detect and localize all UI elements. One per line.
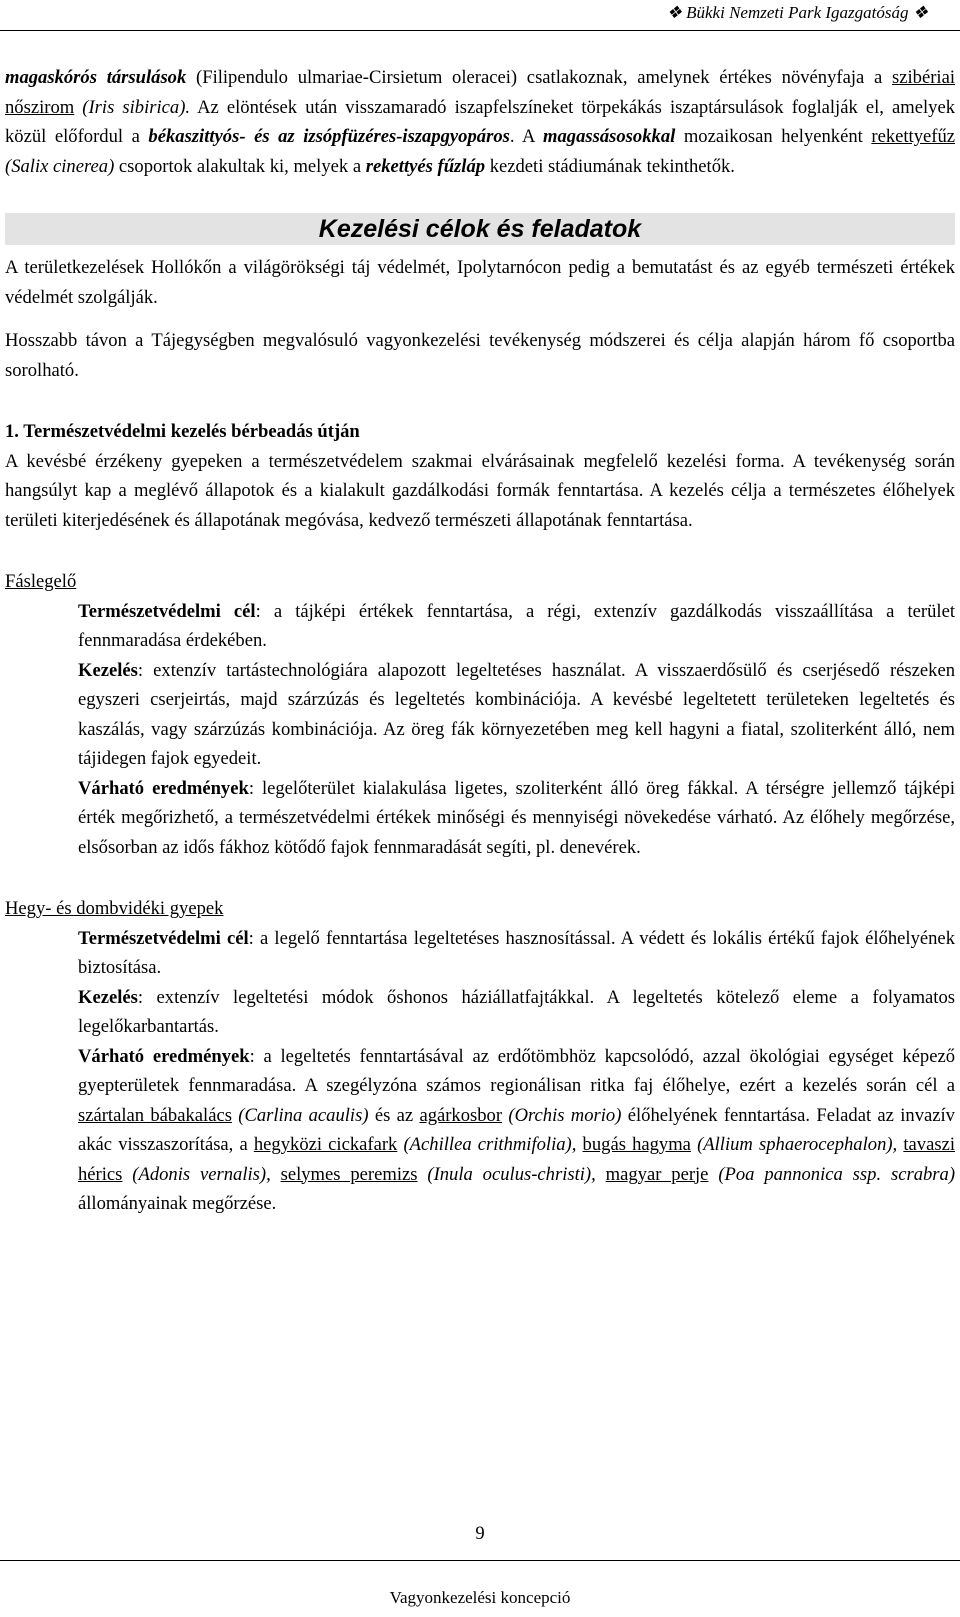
text: : a legelő fenntartása legeltetéses hasznosítással. A védett és lokális értékű fajok élőhelyének biztosítása. bbox=[78, 927, 955, 978]
text: . A bbox=[509, 126, 544, 147]
term: békaszittyós- és az izsópfüzéres-iszapgyopáros bbox=[148, 126, 510, 147]
management-paragraph bbox=[78, 983, 955, 1042]
intro-paragraph bbox=[5, 63, 955, 181]
text: : a tájképi értékek fenntartása, a régi, extenzív gazdálkodás visszaállítása a terület fennmaradása érdekében. bbox=[78, 600, 955, 651]
label: Várható eredmények bbox=[78, 777, 249, 799]
subsection-title: Fáslegelő bbox=[5, 571, 77, 592]
species-link: hegyközi cickafark bbox=[253, 1134, 398, 1155]
term: magaskórós társulások bbox=[5, 67, 187, 88]
paragraph: Hosszabb távon a Tájegységben megvalósuló vagyonkezelési tevékenység módszerei és célja alapján három fő csoportba sorolható. bbox=[5, 330, 955, 381]
text: (Filipendulo ulmariae-Cirsietum oleracei) csatlakoznak, amelynek értékes növényfaja a bbox=[186, 67, 893, 88]
species-link: tavaszi hérics bbox=[78, 1134, 955, 1185]
results-paragraph bbox=[78, 1042, 955, 1219]
goal-paragraph bbox=[78, 924, 955, 983]
page-header bbox=[0, 0, 960, 31]
subsection-body bbox=[5, 597, 955, 863]
latin-name: (Carlina acaulis) bbox=[238, 1104, 369, 1126]
text: és az bbox=[368, 1104, 420, 1126]
latin-name: (Allium sphaerocephalon), bbox=[697, 1134, 898, 1155]
species-link: szibériai nőszirom bbox=[5, 67, 955, 118]
latin-name: (Poa pannonica ssp. scrabra) bbox=[718, 1163, 956, 1185]
species-link: rekettyefűz bbox=[871, 126, 955, 147]
term: magassásosokkal bbox=[543, 126, 676, 147]
text bbox=[418, 1164, 428, 1185]
goal-paragraph bbox=[78, 597, 955, 656]
latin-name: (Achillea crithmifolia), bbox=[403, 1134, 577, 1155]
text: Az elöntések után visszamaradó iszapfelszíneket törpekákás iszaptársulások foglalják el, amelyek közül előfordul a bbox=[5, 96, 955, 147]
species-link: szártalan bábakalács bbox=[78, 1104, 232, 1126]
species-link: selymes peremizs bbox=[280, 1163, 418, 1185]
text bbox=[122, 1164, 132, 1185]
subsection-title: Hegy- és dombvidéki gyepek bbox=[5, 898, 224, 919]
text: mozaikosan helyenként bbox=[675, 126, 872, 147]
page-number: 9 bbox=[475, 1523, 485, 1544]
species-link: agárkosbor bbox=[419, 1104, 503, 1126]
paragraph: A területkezelések Hollókőn a világörökségi táj védelmét, Ipolytarnócon pedig a bemutatást és az egyéb természeti értékek védelmét szolgálják. bbox=[5, 257, 955, 308]
text: : legelőterület kialakulása ligetes, szoliterként álló öreg fákkal. A térségre jellemző tájképi érték megőrizhető, a természetvédelmi értékek minőségi és mennyiségi növekedése várható. Az élőhely megőrzése, elsősorban az idős fákhoz kötődő fajok fennmaradását segíti, pl. denevérek. bbox=[78, 777, 955, 858]
latin-name: (Iris sibirica). bbox=[82, 96, 191, 118]
latin-name: (Orchis morio) bbox=[508, 1104, 622, 1126]
label: Kezelés bbox=[78, 659, 138, 681]
text: csoportok alakultak ki, melyek a bbox=[114, 155, 366, 177]
label: Természetvédelmi cél bbox=[78, 927, 249, 949]
management-paragraph bbox=[78, 656, 955, 774]
text: : a legeltetés fenntartásával az erdőtömbhöz kapcsolódó, azzal ökológiai egységet képező gyepterületek fennmaradása. A szegélyzóna számos regionálisan ritka faj élőhelye, ezért a kezelés során cél a bbox=[78, 1045, 955, 1096]
text bbox=[708, 1164, 718, 1185]
term: rekettyés fűzláp bbox=[365, 155, 486, 177]
species-link: magyar perje bbox=[605, 1163, 709, 1185]
text bbox=[596, 1164, 606, 1185]
header-title: ❖ Bükki Nemzeti Park Igazgatóság ❖ bbox=[666, 3, 928, 22]
section-heading: Kezelési célok és feladatok bbox=[5, 213, 955, 245]
species-link: bugás hagyma bbox=[582, 1134, 691, 1155]
footer-divider bbox=[0, 1560, 960, 1561]
text: élőhelyének fenntartása. Feladat az invazív akác visszaszorítása, a bbox=[78, 1104, 955, 1155]
latin-name: (Inula oculus-christi), bbox=[427, 1163, 596, 1185]
results-paragraph bbox=[78, 774, 955, 863]
subsection-body bbox=[5, 924, 955, 1219]
latin-name: (Salix cinerea) bbox=[5, 155, 115, 177]
label: Várható eredmények bbox=[78, 1045, 250, 1067]
label: Kezelés bbox=[78, 986, 138, 1008]
paragraph: A kevésbé érzékeny gyepeken a természetvédelem szakmai elvárásainak megfelelő kezelési forma. A tevékenység során hangsúlyt kap a meglévő állapotok és a kialakult gazdálkodási formák fenntartása. A kezelés célja a természetes élőhelyek területi kiterjedésének és állapotának megóvása, kedvező természeti állapotának fenntartása. bbox=[5, 450, 955, 531]
text bbox=[271, 1164, 281, 1185]
latin-name: (Adonis vernalis), bbox=[132, 1163, 271, 1185]
label: Természetvédelmi cél bbox=[78, 600, 256, 622]
footer-title: Vagyonkezelési koncepció bbox=[389, 1588, 571, 1607]
text: állományainak megőrzése. bbox=[78, 1193, 277, 1214]
text: : extenzív legeltetési módok őshonos háziállatfajtákkal. A legeltetés kötelező eleme a folyamatos legelőkarbantartás. bbox=[78, 986, 955, 1037]
group-heading: 1. Természetvédelmi kezelés bérbeadás útján bbox=[5, 421, 360, 442]
text: kezdeti stádiumának tekinthetők. bbox=[485, 155, 735, 177]
text: : extenzív tartástechnológiára alapozott legeltetéses használat. A visszaerdősülő és cserjésedő részeken egyszeri cserjeirtás, majd szárzúzás és legeltetés kombinációja. A kevésbé legeltetett területeken legeltetés és kaszálás, vagy szárzúzás kombinációja. Az öreg fák környezetében meg kell hagyni a fiatal, szoliterként álló, nem tájidegen fajok egyedeit. bbox=[78, 659, 955, 769]
document-body bbox=[5, 63, 955, 1219]
